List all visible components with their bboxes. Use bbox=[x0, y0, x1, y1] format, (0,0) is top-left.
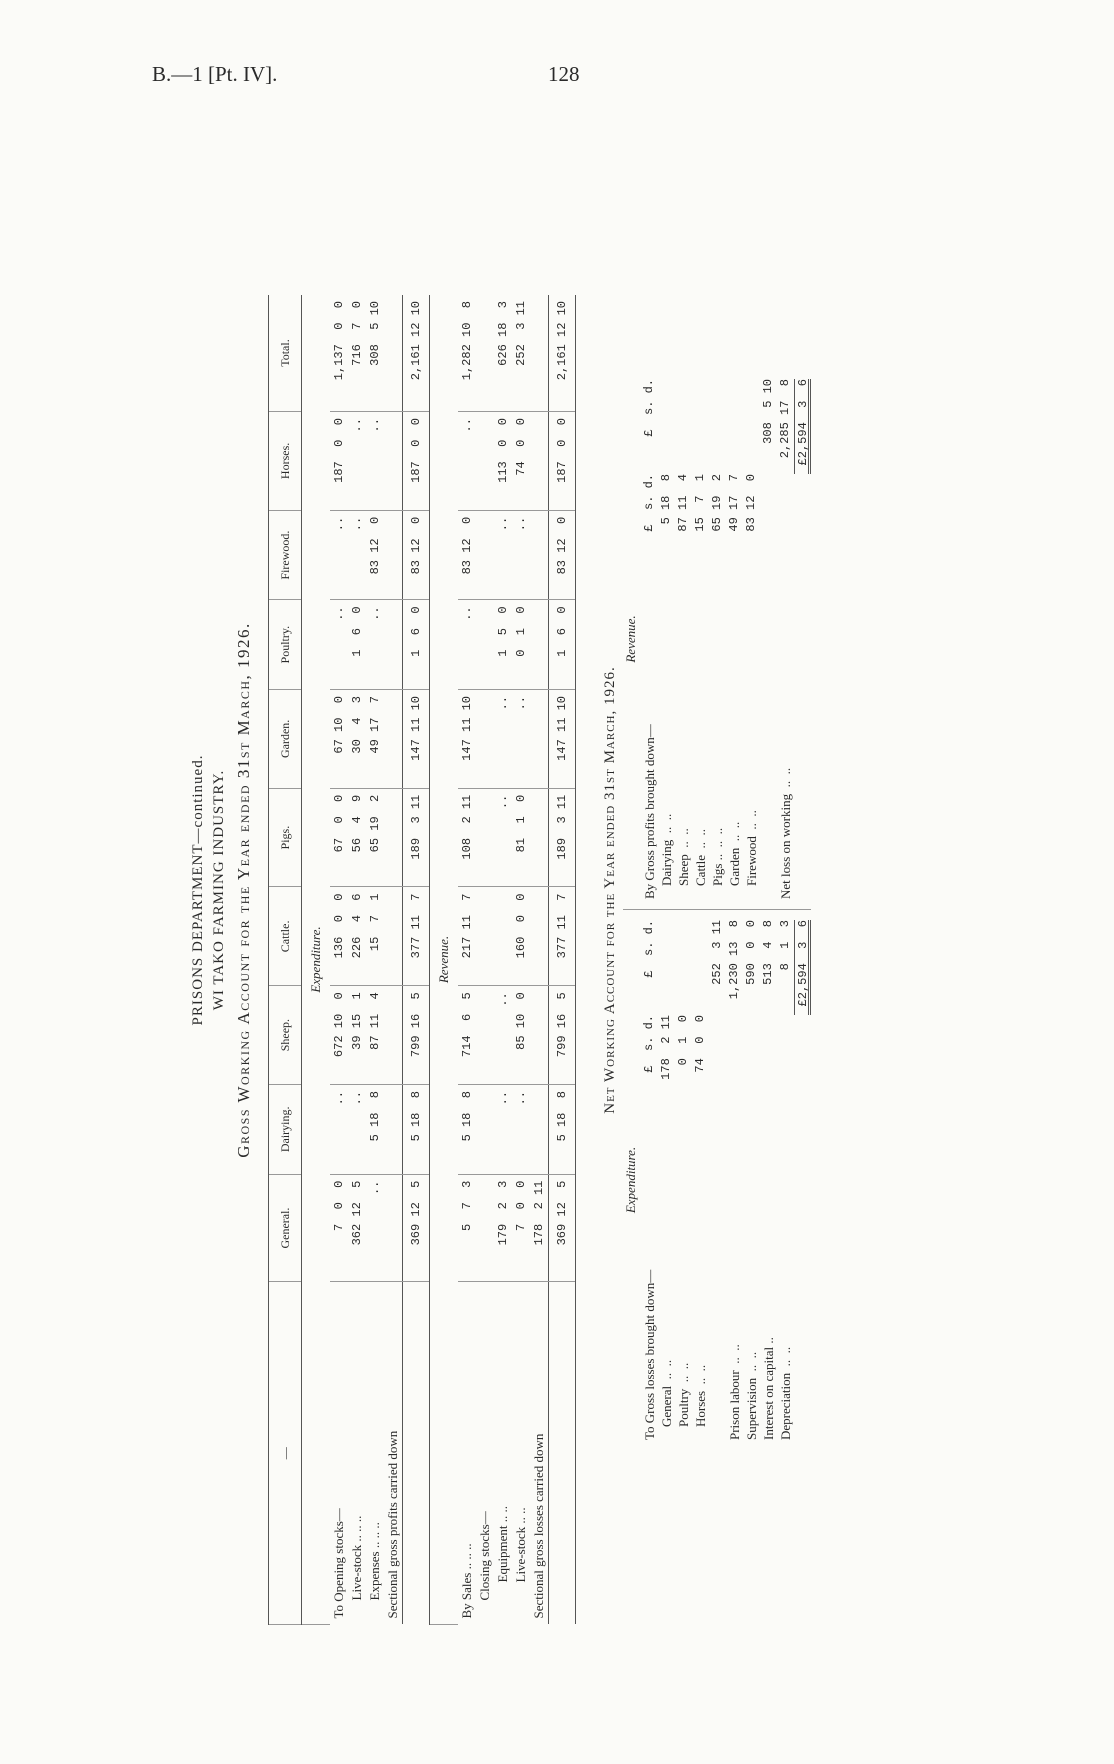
net-line-amount: 1,230 13 8 bbox=[727, 920, 741, 1000]
net-line-subamount bbox=[794, 1015, 811, 1100]
revenue-labels bbox=[458, 1282, 549, 1625]
net-line bbox=[743, 379, 760, 899]
total-cell: 2,161 12 10 bbox=[549, 295, 576, 412]
row-label: Equipment .. .. bbox=[495, 1505, 510, 1583]
net-line-label: Depreciation .. .. bbox=[778, 1346, 793, 1440]
amount-cell: 1,282 10 8 626 18 3 252 3 11 bbox=[458, 295, 549, 412]
revenue-row bbox=[458, 295, 549, 1625]
total-cell: 1 6 0 bbox=[403, 600, 430, 690]
industry-heading: WI TAKO FARMING INDUSTRY. bbox=[211, 769, 227, 1011]
amount-cell: 1,137 0 0 716 7 0 308 5 10 bbox=[330, 295, 403, 412]
net-line-subamount: 5 18 8 bbox=[659, 474, 673, 525]
amount-cell: 67 10 0 30 4 3 49 17 7 bbox=[330, 690, 403, 789]
expenditure-total-row bbox=[403, 295, 430, 1625]
net-line-amount bbox=[709, 379, 726, 474]
amount-cell: 187 0 0 .. .. bbox=[330, 412, 403, 511]
net-line-subamount bbox=[760, 474, 777, 559]
column-header: Sheep. bbox=[269, 986, 302, 1085]
total-cell: 1 6 0 bbox=[549, 600, 576, 690]
amount-cell: 7 0 0 362 12 5 .. bbox=[330, 1174, 403, 1282]
net-line-subamount: 0 1 0 bbox=[676, 1015, 690, 1066]
net-line-amount bbox=[692, 379, 709, 474]
amount-cell: 136 0 0 226 4 6 15 7 1 bbox=[330, 887, 403, 986]
amount-cell: 108 2 11 .. 81 1 0 bbox=[458, 788, 549, 887]
net-line bbox=[641, 920, 658, 1440]
total-cell: 187 0 0 bbox=[549, 412, 576, 511]
net-line-amount bbox=[658, 379, 675, 474]
net-line-label: To Gross losses brought down— bbox=[642, 1269, 657, 1440]
net-line-label: Pigs .. .. .. bbox=[710, 827, 725, 899]
amount-cell: 67 0 0 56 4 9 65 19 2 bbox=[330, 788, 403, 887]
net-line bbox=[692, 379, 709, 899]
net-line-subamount bbox=[726, 1015, 743, 1100]
total-cell: 83 12 0 bbox=[549, 510, 576, 600]
net-revenue-column bbox=[623, 369, 811, 909]
net-line-amount: 2,285 17 8 bbox=[778, 379, 792, 459]
total-cell: 377 11 7 bbox=[549, 887, 576, 986]
row-label: Closing stocks— bbox=[477, 1511, 492, 1601]
net-line-label bbox=[794, 559, 811, 899]
column-header: — bbox=[269, 1282, 302, 1625]
net-line-subamount bbox=[743, 1015, 760, 1100]
net-line-label: Firewood .. .. bbox=[744, 810, 759, 899]
expenditure-row bbox=[330, 295, 403, 1625]
net-line bbox=[692, 920, 709, 1440]
net-line bbox=[709, 920, 726, 1440]
net-line-label: Net loss on working .. .. bbox=[778, 767, 793, 899]
net-line-amount: £ s. d. bbox=[642, 920, 656, 978]
net-line bbox=[794, 920, 811, 1440]
net-line-label: Garden .. .. bbox=[727, 821, 742, 899]
total-cell: 5 18 8 bbox=[403, 1085, 430, 1175]
row-label: Live-stock .. .. .. bbox=[349, 1515, 364, 1601]
net-revenue-heading: Revenue. bbox=[623, 615, 638, 663]
amount-cell: 217 11 7 160 0 0 bbox=[458, 887, 549, 986]
amount-cell: 714 6 5 .. 85 10 0 bbox=[458, 986, 549, 1085]
column-header: Pigs. bbox=[269, 788, 302, 887]
total-cell: 189 3 11 bbox=[403, 788, 430, 887]
net-line-amount: 308 5 10 bbox=[761, 379, 775, 444]
net-line bbox=[675, 920, 692, 1440]
amount-cell: 83 12 0 .. .. bbox=[458, 510, 549, 600]
net-line-amount: £ s. d. bbox=[642, 379, 656, 437]
net-line-label: Prison labour .. .. bbox=[727, 1344, 742, 1440]
net-line bbox=[658, 379, 675, 899]
row-label: Sectional gross losses carried down bbox=[531, 1433, 546, 1619]
net-line-label: Cattle .. .. bbox=[693, 828, 708, 899]
net-expenditure-column bbox=[623, 909, 811, 1450]
total-cell: 189 3 11 bbox=[549, 788, 576, 887]
net-line-label: Poultry .. .. bbox=[676, 1362, 691, 1440]
net-line-label: By Gross profits brought down— bbox=[642, 724, 657, 899]
net-line-subamount: 87 11 4 bbox=[676, 474, 690, 532]
net-line-amount bbox=[658, 920, 675, 1015]
blank-cell bbox=[403, 1282, 430, 1625]
total-cell: 5 18 8 bbox=[549, 1085, 576, 1175]
net-line bbox=[760, 379, 777, 899]
net-line-subamount: £ s. d. bbox=[642, 474, 656, 532]
net-line-subamount bbox=[760, 1015, 777, 1100]
amount-cell: 5 7 3 179 2 3 7 0 0 178 2 11 bbox=[458, 1174, 549, 1282]
total-cell: 369 12 5 bbox=[403, 1174, 430, 1282]
net-line bbox=[743, 920, 760, 1440]
amount-cell: 5 18 8 .. .. bbox=[458, 1085, 549, 1175]
net-line-label: Sheep .. .. bbox=[676, 828, 691, 899]
revenue-total-row bbox=[549, 295, 576, 1625]
net-line-amount: 252 3 11 bbox=[710, 920, 724, 985]
column-header: Dairying. bbox=[269, 1085, 302, 1175]
net-line-amount: 8 1 3 bbox=[778, 920, 792, 971]
row-label: By Sales .. .. .. bbox=[459, 1543, 474, 1619]
amount-cell: 672 10 0 39 15 1 87 11 4 bbox=[330, 986, 403, 1085]
net-line-label: General .. .. bbox=[659, 1359, 674, 1440]
net-line-amount bbox=[743, 379, 760, 474]
net-line-amount bbox=[726, 379, 743, 474]
net-line bbox=[675, 379, 692, 899]
net-account-title: Net Working Account for the Year ended 31st March, 1926. bbox=[602, 666, 618, 1114]
amount-cell: .. 1 6 0 .. bbox=[330, 600, 403, 690]
net-line-subamount: 49 17 7 bbox=[727, 474, 741, 532]
amount-cell: .. 1 5 0 0 1 0 bbox=[458, 600, 549, 690]
net-line-label bbox=[760, 559, 777, 899]
net-line-subamount: 65 19 2 bbox=[710, 474, 724, 532]
net-line-amount: 513 4 8 bbox=[761, 920, 775, 985]
row-label: To Opening stocks— bbox=[331, 1508, 346, 1619]
blank-cell bbox=[549, 1282, 576, 1625]
net-line-label: Interest on capital .. bbox=[761, 1337, 776, 1440]
net-line-amount: £2,594 3 6 bbox=[794, 920, 811, 1015]
net-line-amount bbox=[675, 920, 692, 1015]
net-line-label: Supervision .. .. bbox=[744, 1351, 759, 1440]
rotated-page-content bbox=[180, 80, 940, 1700]
net-line bbox=[726, 379, 743, 899]
net-line-subamount bbox=[709, 1015, 726, 1100]
expenditure-heading: Expenditure. bbox=[302, 295, 331, 1625]
net-line bbox=[794, 379, 811, 899]
total-cell: 83 12 0 bbox=[403, 510, 430, 600]
document-reference: B.—1 [Pt. IV]. bbox=[152, 62, 278, 86]
net-line bbox=[641, 379, 658, 899]
expenditure-heading-row bbox=[302, 295, 331, 1625]
revenue-heading: Revenue. bbox=[430, 295, 459, 1625]
net-line-subamount bbox=[794, 474, 811, 559]
net-line bbox=[777, 920, 794, 1440]
column-header: Total. bbox=[269, 295, 302, 412]
row-label: Live-stock .. .. bbox=[513, 1507, 528, 1583]
column-header-row bbox=[269, 295, 302, 1625]
net-expenditure-heading: Expenditure. bbox=[623, 1146, 638, 1214]
total-cell: 799 16 5 bbox=[403, 986, 430, 1085]
amount-cell: .. .. 83 12 0 bbox=[330, 510, 403, 600]
total-cell: 369 12 5 bbox=[549, 1174, 576, 1282]
net-line-subamount bbox=[777, 474, 794, 559]
column-header: Cattle. bbox=[269, 887, 302, 986]
net-line bbox=[777, 379, 794, 899]
net-account bbox=[623, 350, 811, 1450]
revenue-heading-row bbox=[430, 295, 459, 1625]
amount-cell: .. 113 0 0 74 0 0 bbox=[458, 412, 549, 511]
total-cell: 377 11 7 bbox=[403, 887, 430, 986]
net-line bbox=[726, 920, 743, 1440]
row-label: Expenses .. .. .. bbox=[367, 1522, 382, 1601]
total-cell: 187 0 0 bbox=[403, 412, 430, 511]
net-line-amount: £2,594 3 6 bbox=[794, 379, 811, 474]
page-number: 128 bbox=[548, 62, 580, 86]
total-cell: 799 16 5 bbox=[549, 986, 576, 1085]
column-header: Poultry. bbox=[269, 600, 302, 690]
net-line-subamount: 15 7 1 bbox=[693, 474, 707, 532]
net-line-amount bbox=[692, 920, 709, 1015]
total-cell: 147 11 10 bbox=[403, 690, 430, 789]
net-line-subamount bbox=[777, 1015, 794, 1100]
row-label: Sectional gross profits carried down bbox=[385, 1430, 400, 1619]
net-line bbox=[658, 920, 675, 1440]
amount-cell: .. .. 5 18 8 bbox=[330, 1085, 403, 1175]
department-heading: PRISONS DEPARTMENT—continued. bbox=[190, 754, 206, 1026]
amount-cell: 147 11 10 .. .. bbox=[458, 690, 549, 789]
net-line bbox=[760, 920, 777, 1440]
net-line bbox=[709, 379, 726, 899]
column-header: General. bbox=[269, 1174, 302, 1282]
net-line-amount: 590 0 0 bbox=[744, 920, 758, 985]
column-header: Firewood. bbox=[269, 510, 302, 600]
net-line-label: Dairying .. .. bbox=[659, 813, 674, 899]
column-header: Horses. bbox=[269, 412, 302, 511]
net-line-label: Horses .. .. bbox=[693, 1364, 708, 1440]
net-line-subamount: 83 12 0 bbox=[744, 474, 758, 532]
total-cell: 147 11 10 bbox=[549, 690, 576, 789]
column-header: Garden. bbox=[269, 690, 302, 789]
gross-account-title: Gross Working Account for the Year ended 31st March, 1926. bbox=[234, 622, 253, 1158]
net-line-subamount: 74 0 0 bbox=[693, 1015, 707, 1073]
net-line-label bbox=[709, 1100, 726, 1440]
net-line-subamount: 178 2 11 bbox=[659, 1015, 673, 1080]
expenditure-labels bbox=[330, 1282, 403, 1625]
net-line-amount bbox=[675, 379, 692, 474]
net-line-subamount: £ s. d. bbox=[642, 1015, 656, 1073]
total-cell: 2,161 12 10 bbox=[403, 295, 430, 412]
net-line-label bbox=[794, 1100, 811, 1440]
gross-account-table bbox=[268, 295, 576, 1625]
